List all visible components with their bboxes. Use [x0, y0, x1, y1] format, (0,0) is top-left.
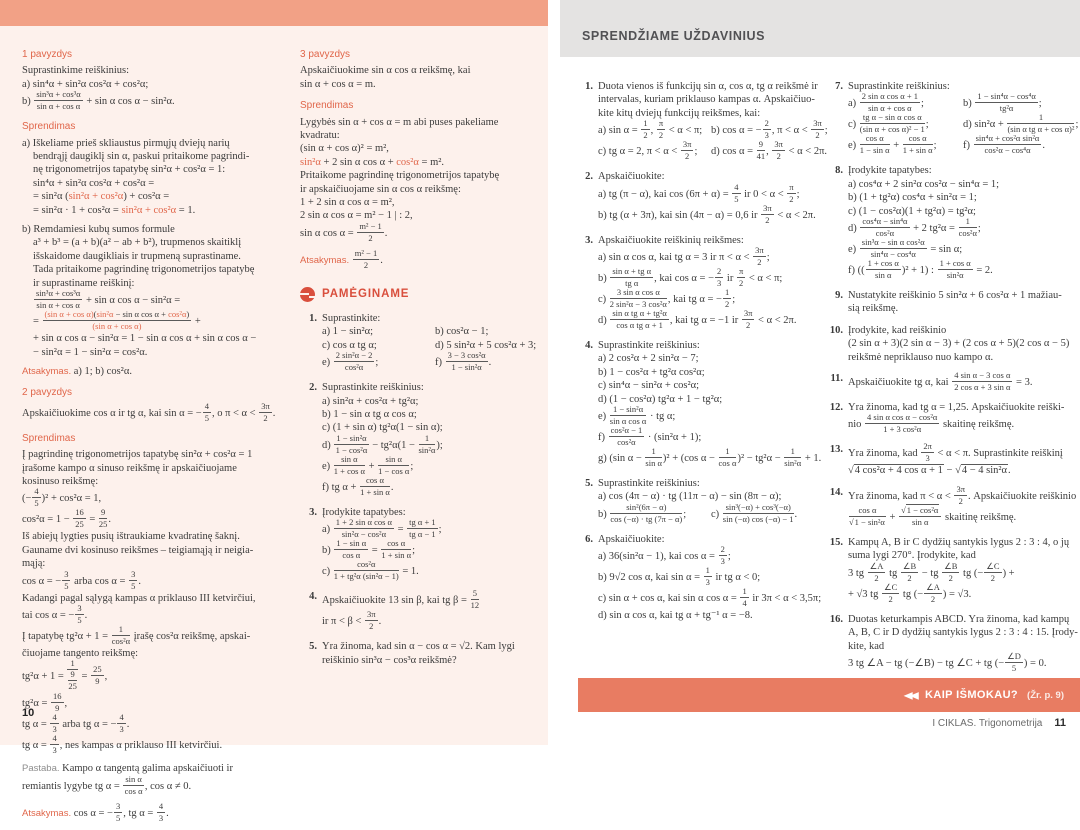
problem	[300, 381, 548, 498]
text-line: a) 1 − sin²α;	[322, 326, 374, 338]
problem-number: 12.	[829, 402, 843, 414]
problem-body	[598, 80, 828, 162]
text-line: Į pagrindinę trigonometrijos tapatybę sin²α + cos²α = 1	[22, 449, 253, 461]
text-line: a) 36(sin²α − 1), kai cos α = $\frac{2}{3}$ ;	[598, 544, 731, 567]
text-line: Suprastinkite reiškinius:	[598, 340, 700, 352]
text-line: Įrodykite tapatybes:	[848, 165, 932, 177]
problem-number: 4.	[585, 340, 593, 352]
text-line: a) $\frac{\text{2 sin α cos α + 1}}{\text{sin α + cos α}}$ ;	[848, 91, 924, 114]
text-line: = sin²α · 1 + cos²α = sin²α + cos²α = 1.	[33, 204, 196, 216]
text-line: Yra žinoma, kad tg α = 1,25. Apskaičiuokite reiški-	[848, 402, 1065, 414]
text-line: d) sin²α + $\frac{1}{\text{(sin α tg α + cos α)²}}$ ;	[963, 112, 1079, 135]
text-line: c) $\frac{\text{sin³(−α) + cos³(−α)}}{\sin (-\alpha) \cos (-\alpha) - 1}$ .	[711, 501, 798, 524]
text-line: kite kitų dviejų funkcijų reikšmes, kai:	[598, 107, 761, 119]
text-line: a) Iškeliame prieš skliaustus pirmųjų dviejų narių	[22, 137, 230, 149]
text-line: sin α cos α = $\frac{\text{m² − 1}}{2}$ .	[300, 220, 388, 243]
rewind-icon: ◀◀	[903, 689, 917, 701]
problem-body	[322, 312, 548, 373]
problem-body	[848, 372, 1078, 393]
problem	[300, 506, 548, 582]
text-block	[22, 448, 276, 756]
problems-column-2	[826, 80, 1078, 682]
text-line: $\frac{\text{cos α}}{\text{√1 − sin²α}}$ + $\frac{\text{√1 − cos²α}}{\text{sin α}}$ skaitinę reikšmę.	[849, 504, 1017, 527]
problem	[826, 164, 1078, 281]
problem-body	[848, 613, 1078, 674]
problem-body	[598, 170, 824, 225]
text-line: a) sin α = $\frac{1}{2}$ , $\frac{\pi}{2}$ < α < π;	[598, 118, 703, 141]
problem-number: 9.	[835, 290, 843, 302]
text-line: 2 pavyzdys	[22, 387, 73, 399]
text-line: sią reikšmę.	[848, 303, 899, 315]
text-line: b) cos²α − 1;	[435, 326, 489, 338]
problem-number: 6.	[585, 533, 593, 545]
problem-number: 5.	[585, 478, 593, 490]
text-line: a) sin⁴α + sin²α cos²α + cos²α;	[22, 78, 149, 90]
text-line: c) $\frac{\text{cos²α}}{\text{1 + tg²α (sin²α − 1)}}$ = 1.	[322, 559, 419, 582]
text-line: = $\frac{\text{(sin α + cos α)(sin²α − sin α cos α + cos²α)}}{\text{(sin α + cos α)}}$ +	[33, 309, 201, 332]
problem	[300, 312, 548, 373]
problem-number: 1.	[309, 312, 317, 324]
problem	[576, 533, 824, 623]
text-block	[22, 64, 276, 112]
two-column-row	[848, 114, 1078, 135]
pameginame-problems	[300, 312, 548, 667]
text-line: + √3 tg $\frac{\angle C}{2}$ tg (− $\frac{\angle A}{2}$ ) = √3.	[848, 581, 972, 604]
problem-body	[848, 324, 1078, 364]
page-number-right: 11	[1054, 717, 1066, 729]
text-line: d) (1 − cos²α) tg²α + 1 − tg²α;	[598, 393, 723, 405]
text-line: Lygybės sin α + cos α = m abi puses pakeliame	[300, 116, 499, 128]
problem-body	[322, 590, 548, 632]
text-line: Nustatykite reiškinio 5 sin²α + 6 cos²α + 1 mažiau-	[848, 290, 1062, 302]
text-line: c) sin⁴α − sin²α + cos²α;	[598, 380, 700, 392]
problem-number: 4.	[309, 591, 317, 603]
problem-number: 14.	[829, 486, 843, 498]
problem-number: 10.	[829, 324, 843, 336]
two-column-row	[598, 501, 824, 525]
problem-number: 3.	[309, 506, 317, 518]
text-line: e) $\frac{\text{2 sin²α − 2}}{\text{cos²α}}$ ;	[322, 350, 379, 373]
text-line: įrašome kampo α sinuso reikšmę ir apskaičiuojame	[22, 462, 237, 474]
text-line: nio $\frac{\text{4 sin α cos α − cos²α}}{\text{1 + 3 cos²α}}$ skaitinę reikšmę.	[848, 412, 1015, 435]
text-line: reikšmė nepriklauso nuo kampo α.	[848, 351, 994, 363]
problem	[826, 483, 1078, 528]
problem-body	[322, 381, 548, 498]
text-line: Į tapatybę tg²α + 1 = $\frac{1}{\text{cos²α}}$ įrašę cos²α reikšmę, apskai-	[22, 623, 251, 646]
problem-number: 8.	[835, 165, 843, 177]
text-line: 1 pavyzdys	[22, 49, 73, 60]
section-label	[22, 386, 276, 399]
problem	[826, 443, 1078, 477]
text-line: ir suprastiname reiškinį:	[33, 277, 135, 289]
two-column-row	[598, 139, 827, 162]
exercises-title: SPRENDŽIAME UŽDAVINIUS	[582, 29, 766, 43]
pameginame-icon	[300, 287, 315, 302]
text-line: intervalas, kuriam priklauso kampas α. Apskaičiuo-	[598, 94, 815, 106]
text-line: Suprastinkite:	[322, 312, 381, 324]
text-line: b) cos α = − $\frac{2}{3}$ , π < α < $\frac{3\pi}{2}$ ;	[711, 118, 828, 141]
text-line: Apskaičiuokite tg α, kai $\frac{\text{4 sin α − 3 cos α}}{\text{2 cos α + 3 sin α}}$ = 3.	[848, 370, 1033, 393]
text-block	[22, 223, 276, 359]
text-line: = sin²α (sin²α + cos²α) + cos²α =	[33, 191, 170, 203]
text-block	[22, 762, 276, 796]
two-column-row	[598, 118, 828, 141]
text-line: e) $\frac{\text{cos α}}{\text{1 − sin α}}$ + $\frac{\text{cos α}}{\text{1 + sin α}}$ ;	[848, 133, 937, 156]
problems-column-1	[576, 80, 828, 631]
examples-column-2	[300, 40, 548, 675]
problem	[826, 80, 1078, 156]
text-line: Yra žinoma, kad π < α < $\frac{3\pi}{2}$ . Apskaičiuokite reiškinio	[848, 483, 1077, 506]
text-line: b) $\frac{\text{sin²(6π − α)}}{\cos (-\alpha) \cdot tg (7\pi - \alpha)}$ ;	[598, 501, 687, 524]
text-line: Atsakymas. $\frac{\text{m² − 1}}{2}$ .	[300, 247, 383, 270]
problem-number: 16.	[829, 613, 843, 625]
section-label	[300, 48, 548, 61]
text-line: d) cos α = $\frac{9}{41}$ , $\frac{3\pi}{2}$ < α < 2π.	[711, 139, 827, 162]
text-line: c) sin α + cos α, kai sin α cos α = $\frac{1}{4}$ ir 3π < α < 3,5π;	[598, 586, 822, 609]
text-line: Pritaikome pagrindinę trigonometrijos tapatybę	[300, 170, 500, 182]
kaip-ismokau-label: KAIP IŠMOKAU?	[925, 689, 1019, 701]
text-line: f) tg α + $\frac{\text{cos α}}{\text{1 + sin α}}$ .	[322, 474, 394, 497]
text-line: a) 2 cos²α + 2 sin²α − 7;	[598, 353, 699, 365]
text-line: (− $\frac{4}{5}$ )² + cos²α = 1,	[22, 486, 102, 509]
text-line: Gauname dvi kosinuso reikšmes – teigiamąją ir neigia-	[22, 544, 254, 556]
text-line: (2 sin α + 3)(2 sin α − 3) + (2 cos α + 5)(2 cos α − 5)	[848, 338, 1070, 350]
text-line: sin α + cos α = m.	[300, 78, 376, 90]
problem-number: 7.	[835, 81, 843, 92]
text-line: a) $\frac{\text{1 + 2 sin α cos α}}{\text{sin²α − cos²α}}$ = $\frac{\text{tg α + 1}}{\text{tg α − 1}}$ ;	[322, 517, 442, 540]
text-line: sin⁴α + sin²α cos²α + cos²α =	[33, 177, 155, 189]
text-line: kosinuso reikšmę:	[22, 475, 99, 487]
problem	[826, 613, 1078, 674]
text-line: Įrodykite tapatybes:	[322, 506, 406, 518]
text-line: Sprendimas	[300, 100, 354, 112]
text-line: Apskaičiuokite:	[598, 171, 665, 183]
text-line: c) (1 + sin α) tg²α(1 − sin α);	[322, 422, 443, 434]
text-line: Atsakymas. a) 1; b) cos²α.	[22, 365, 132, 377]
text-line: d) sin α cos α, kai tg α + tg⁻¹ α = −8.	[598, 610, 753, 622]
text-line: Apskaičiuokite:	[598, 533, 665, 545]
right-page	[560, 0, 1080, 745]
text-line: kite, kad	[848, 640, 885, 652]
text-line: Yra žinoma, kad sin α − cos α = √2. Kam lygi	[322, 641, 515, 653]
text-line: b) $\frac{\text{1 − sin α}}{\text{cos α}}$ = $\frac{\text{cos α}}{\text{1 + sin α}}$ ;	[322, 538, 416, 561]
text-line: Sprendimas	[22, 121, 76, 133]
text-line: a) sin²α + cos²α + tg²α;	[322, 395, 419, 407]
problem-body	[848, 289, 1078, 316]
text-line: ir π < β < $\frac{3\pi}{2}$ .	[322, 609, 382, 632]
text-line: b) $\frac{\text{1 − sin⁴α − cos⁴α}}{\text{tg²α}}$ ;	[963, 91, 1042, 114]
section-label	[300, 99, 548, 112]
problem	[576, 170, 824, 225]
text-block	[300, 64, 548, 91]
text-line: cos²α = 1 − $\frac{16}{25}$ = $\frac{9}{25}$ .	[22, 507, 112, 530]
problem-number: 1.	[585, 81, 593, 92]
text-line: tg²α + 1 = $\frac{1}{\frac{9}{25}}$ = $\frac{25}{9}$ ,	[22, 658, 108, 692]
problem-number: 3.	[585, 234, 593, 246]
text-line: Apskaičiuokime sin α cos α reikšmę, kai	[300, 65, 471, 77]
problem	[300, 590, 548, 632]
text-line: sin²α + 2 sin α cos α + cos²α = m².	[300, 156, 445, 168]
text-line: b) 1 − sin α tg α cos α;	[322, 408, 417, 420]
text-line: Suprastinkite reiškinius:	[322, 382, 424, 394]
text-line: b) $\frac{\text{sin α + tg α}}{\text{tg α}}$ , kai cos α = − $\frac{2}{3}$ ir $\frac{\pi}{2}$ < α < π;	[598, 266, 783, 289]
examples-column-1	[22, 40, 276, 830]
text-line: Kampų A, B ir C dydžių santykis lygus 2 : 3 : 4, o jų	[848, 536, 1070, 548]
section-label	[22, 120, 276, 133]
kaip-ismokau-bar[interactable]	[578, 678, 1080, 712]
text-line: 3 tg ∠A − tg (−∠B) − tg ∠C + tg (− $\frac{\angle D}{5}$ ) = 0.	[848, 650, 1047, 673]
text-line: e) $\frac{\text{1 − sin²α}}{\text{sin α cos α}}$ · tg α;	[598, 404, 676, 427]
two-column-row	[848, 135, 1078, 156]
text-line: Pastaba. Kampo α tangentą galima apskaičiuoti ir	[22, 763, 233, 775]
section-label	[22, 48, 276, 61]
text-line: cos α = − $\frac{3}{5}$ arba cos α = $\frac{3}{5}$ .	[22, 568, 141, 591]
text-line: a) sin α cos α, kai tg α = 3 ir π < α < $\frac{3\pi}{2}$ ;	[598, 245, 770, 268]
problem-number: 2.	[309, 382, 317, 394]
problem	[826, 536, 1078, 605]
problem-body	[848, 483, 1078, 528]
text-line: Įrodykite, kad reiškinio	[848, 324, 947, 336]
text-block	[22, 800, 276, 824]
text-block	[22, 137, 276, 217]
text-line: c) $\frac{\text{tg α − sin α cos α}}{\text{(sin α + cos α)² − 1}}$ ;	[848, 112, 929, 135]
text-line: f) $\frac{\text{cos²α − 1}}{\text{cos²α}}$ · (sin²α + 1);	[598, 425, 702, 448]
text-line: e) $\frac{\text{sin³α − sin α cos²α}}{\text{sin⁴α − cos⁴α}}$ = sin α;	[848, 237, 963, 260]
problem	[826, 401, 1078, 435]
text-line: 1 + 2 sin α cos α = m²,	[300, 197, 395, 209]
text-line: b) Remdamiesi kubų sumos formule	[22, 224, 175, 236]
text-line: tg²α = $\frac{16}{9}$ ,	[22, 691, 68, 714]
text-line: Apskaičiuokime cos α ir tg α, kai sin α = − $\frac{4}{5}$ , o π < α < $\frac{3\pi}{2}$ .	[22, 400, 276, 423]
text-line: nę trigonometrijos tapatybę sin²α + cos²α = 1:	[33, 164, 226, 176]
text-line: čiuojame tangento reikšmę:	[22, 647, 139, 659]
problem-body	[848, 401, 1078, 435]
text-line: Yra žinoma, kad $\frac{2\pi}{3}$ < α < π. Suprastinkite reiškinį	[848, 441, 1063, 464]
text-line: Suprastinkite reiškinius:	[598, 478, 700, 490]
text-line: Apskaičiuokite 13 sin β, kai tg β = $\frac{5}{12}$	[322, 588, 480, 611]
text-line: (sin α + cos α)² = m²,	[300, 143, 389, 155]
section-label	[22, 432, 276, 445]
text-line: b) $\frac{\text{sin³α + cos³α}}{\text{sin α + cos α}}$ + sin α cos α − sin²α.	[22, 89, 175, 112]
problem-body	[598, 477, 824, 525]
text-line: f) $\frac{\text{3 − 3 cos²α}}{\text{1 − sin²α}}$ .	[435, 350, 492, 373]
text-line: b) 9√2 cos α, kai sin α = $\frac{1}{3}$ ir tg α < 0;	[598, 565, 761, 588]
page-footer	[932, 717, 1066, 729]
text-line: tai cos α = − $\frac{3}{5}$ .	[22, 602, 88, 625]
text-line: 3 tg $\frac{\angle A}{2}$ tg $\frac{\angle B}{2}$ − tg $\frac{\angle B}{2}$ tg (− $\frac{\angle C}{2}$ ) +	[848, 560, 1015, 583]
text-line: A, B, C ir D dydžių santykis lygus 2 : 3 : 4 : 15. Įrody-	[848, 627, 1078, 639]
example-3-block	[300, 48, 548, 271]
problem	[576, 80, 828, 162]
two-column-row	[322, 352, 548, 373]
problem	[826, 324, 1078, 364]
problem-body	[598, 533, 824, 623]
text-line: Apskaičiuokite reiškinių reikšmes:	[598, 234, 744, 246]
problem-number: 11.	[830, 373, 843, 385]
problem-body	[322, 506, 548, 582]
page-number-left: 10	[22, 707, 35, 719]
text-line: + sin α cos α − sin²α = 1 − sin α cos α + sin α cos α −	[33, 333, 257, 345]
problem	[576, 339, 824, 469]
problem-number: 2.	[585, 171, 593, 183]
text-line: Sprendimas	[22, 432, 76, 444]
text-line: Suprastinkime reiškinius:	[22, 65, 130, 77]
text-block	[300, 247, 548, 271]
text-line: $\frac{\text{sin³α + cos³α}}{\text{sin α + cos α}}$ + sin α cos α − sin²α =	[36, 288, 181, 311]
problem-body	[848, 164, 1078, 281]
text-line: b) tg (α + 3π), kai sin (4π − α) = 0,6 ir $\frac{3\pi}{2}$ < α < 2π.	[598, 202, 816, 225]
text-line: a³ + b³ = (a + b)(a² − ab + b²), trupmenos skaitiklį	[33, 237, 242, 249]
top-color-band	[0, 0, 548, 26]
text-line: Kadangi pagal sąlygą kampas α priklauso III ketvirčiui,	[22, 592, 256, 604]
text-line: kvadratu:	[300, 130, 340, 142]
two-column-row	[848, 93, 1078, 114]
text-line: Atsakymas. cos α = − $\frac{3}{5}$ , tg α = $\frac{4}{3}$ .	[22, 800, 169, 823]
text-line: bendrąjį daugiklį sin α, paskui pritaikome pagrindi-	[33, 151, 250, 163]
text-line: remiantis lygybe tg α = $\frac{\text{sin α}}{\text{cos α}}$ , cos α ≠ 0.	[22, 773, 192, 796]
footer-section-label: I CIKLAS. Trigonometrija	[932, 718, 1043, 729]
text-line: Suprastinkite reiškinius:	[848, 81, 950, 92]
text-line: Iš abiejų lygties pusių ištraukiame kvadratinę šaknį.	[22, 531, 240, 543]
text-line: e) $\frac{\text{sin α}}{\text{1 + cos α}}$ + $\frac{\text{sin α}}{\text{1 − cos α}}$ ;	[322, 453, 414, 476]
text-line: c) (1 − cos²α)(1 + tg²α) = tg²α;	[848, 205, 976, 217]
problem-body	[598, 234, 824, 331]
text-line: d) $\frac{\text{cos⁴α − sin⁴α}}{\text{cos²α}}$ + 2 tg²α = $\frac{1}{\text{cos²α}}$ ;	[848, 216, 981, 239]
text-line: d) $\frac{\text{1 − sin²α}}{\text{1 − cos²α}}$ − tg²α(1 − $\frac{1}{\text{sin²α}}$ );	[322, 432, 443, 455]
problem	[576, 477, 824, 525]
text-line: Tada pritaikome pagrindinę trigonometrijos tapatybę	[33, 264, 255, 276]
problem-number: 13.	[829, 444, 843, 456]
problem	[300, 640, 548, 667]
text-line: − sin²α = 1 − sin²α = cos²α.	[33, 346, 148, 358]
text-line: išskaidome daugikliais ir trupmeną suprastiname.	[33, 250, 241, 262]
text-line: 3 pavyzdys	[300, 49, 351, 60]
text-line: a) tg (π − α), kai cos (6π + α) = $\frac{4}{5}$ ir 0 < α < $\frac{\pi}{2}$ ;	[598, 181, 800, 204]
text-line: 2 sin α cos α = m² − 1 | : 2,	[300, 210, 413, 222]
text-line: ir apskaičiuojame sin α cos α reikšmę:	[300, 183, 461, 195]
two-column-row	[322, 325, 548, 338]
text-line: d) 5 sin²α + 5 cos²α + 3;	[435, 339, 537, 351]
pameginame-heading	[300, 287, 548, 302]
problem	[576, 234, 824, 331]
problem-body	[598, 339, 824, 469]
kaip-ismokau-ref: (Žr. p. 9)	[1027, 689, 1064, 701]
text-line: c) tg α = 2, π < α < $\frac{3\pi}{2}$ ;	[598, 139, 698, 162]
text-line: g) (sin α − $\frac{1}{\text{sin α}}$ )² + (cos α − $\frac{1}{\text{cos α}}$ )² − tg²α − $\frac{1}{\text{sin²α}}$ + 1.	[598, 446, 822, 469]
text-line: f) $\frac{\text{sin⁴α + cos²α sin²α}}{\text{cos²α − cos⁴α}}$ .	[963, 133, 1046, 156]
text-line: Duota vienos iš funkcijų sin α, cos α, tg α reikšmė ir	[598, 81, 818, 92]
problem	[826, 289, 1078, 316]
text-block	[22, 365, 276, 378]
problem-body	[848, 80, 1078, 156]
text-line: c) $\frac{\text{3 sin α cos α}}{\text{2 sin²α − 3 cos²α}}$ , kai tg α = − $\frac{1}{2}$ ;	[598, 287, 736, 310]
text-line: b) (1 + tg²α) cos⁴α + sin²α = 1;	[848, 192, 977, 204]
text-line: d) $\frac{\text{sin α tg α + tg²α}}{\text{cos α tg α + 1}}$ , kai tg α = −1 ir $\frac{3\pi}{2}$ < α < 2π.	[598, 308, 797, 331]
problem-body	[848, 443, 1078, 477]
text-block	[300, 116, 548, 244]
text-line: tg α = $\frac{4}{3}$ arba tg α = − $\frac{4}{3}$ .	[22, 712, 130, 735]
pameginame-title: PAMĖGINAME	[322, 288, 410, 301]
text-line: mąją:	[22, 558, 46, 570]
problem	[826, 372, 1078, 393]
text-line: tg α = $\frac{4}{3}$ , nes kampas α priklauso III ketvirčiui.	[22, 733, 223, 756]
problem-number: 5.	[309, 641, 317, 653]
text-block	[22, 400, 276, 424]
text-line: suma lygi 270°. Įrodykite, kad	[848, 550, 976, 562]
problem-number: 15.	[829, 536, 843, 548]
text-line: √4 cos²α + 4 cos α + 1 − √4 − 4 sin²α.	[848, 465, 1011, 477]
problem-body	[848, 536, 1078, 605]
problem-body	[322, 640, 548, 667]
text-line: b) 1 − cos²α + tg²α cos²α;	[598, 366, 705, 378]
text-line: f) (( $\frac{\text{1 + cos α}}{\text{sin α}}$ )² + 1) : $\frac{\text{1 + cos α}}{\text{sin²α}}$ = 2.	[848, 258, 993, 281]
text-line: c) cos α tg α;	[322, 339, 377, 351]
text-line: a) cos⁴α + 2 sin²α cos²α − sin⁴α = 1;	[848, 178, 1000, 190]
text-line: reiškinio sin³α − cos³α reikšmė?	[322, 654, 457, 666]
text-line: Duotas keturkampis ABCD. Yra žinoma, kad kampų	[848, 613, 1070, 625]
text-line: a) cos (4π − α) · tg (11π − α) − sin (8π − α);	[598, 491, 782, 503]
